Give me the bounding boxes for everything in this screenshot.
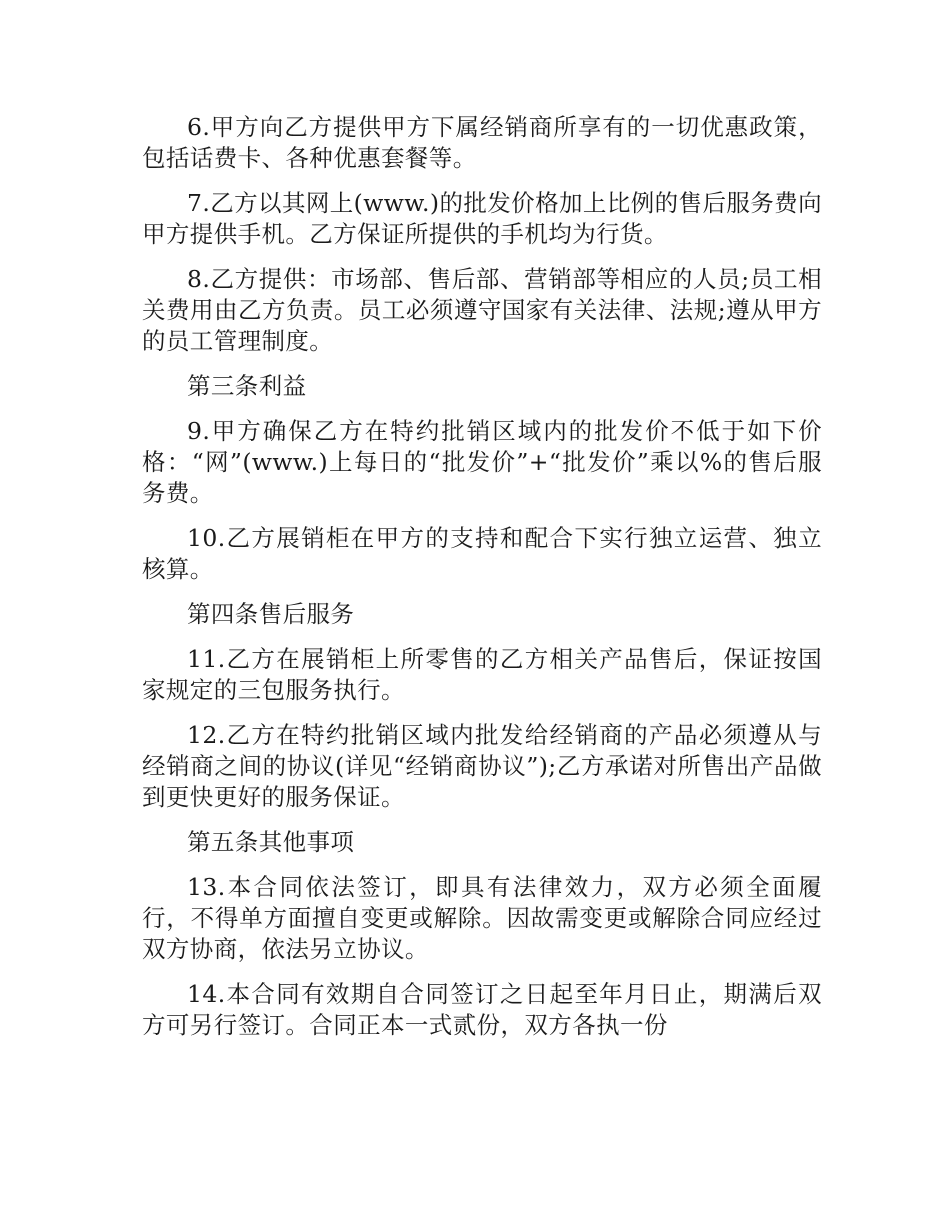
clause-14: 14.本合同有效期自合同签订之日起至年月日止，期满后双方可另行签订。合同正本一式贰份，双方各执一份 — [142, 980, 822, 1039]
clause-9: 9.甲方确保乙方在特约批销区域内的批发价不低于如下价格：“网”(www.)上每日的“批发价”+“批发价”乘以%的售后服务费。 — [142, 417, 822, 507]
section-heading-article-3: 第三条利益 — [187, 372, 307, 400]
document-page — [142, 112, 822, 1055]
clause-8: 8.乙方提供：市场部、售后部、营销部等相应的人员;员工相关费用由乙方负责。员工必须遵守国家有关法律、法规;遵从甲方的员工管理制度。 — [142, 265, 822, 355]
clause-12: 12.乙方在特约批销区域内批发给经销商的产品必须遵从与经销商之间的协议(详见“经销商协议”);乙方承诺对所售出产品做到更快更好的服务保证。 — [142, 721, 822, 811]
clause-6: 6.甲方向乙方提供甲方下属经销商所享有的一切优惠政策，包括话费卡、各种优惠套餐等。 — [142, 113, 822, 172]
section-heading-article-4: 第四条售后服务 — [187, 600, 355, 628]
clause-11: 11.乙方在展销柜上所零售的乙方相关产品售后，保证按国家规定的三包服务执行。 — [142, 645, 822, 704]
clause-13: 13.本合同依法签订，即具有法律效力，双方必须全面履行，不得单方面擅自变更或解除。因故需变更或解除合同应经过双方协商，依法另立协议。 — [142, 873, 822, 963]
section-heading-article-5: 第五条其他事项 — [187, 828, 355, 856]
clause-10: 10.乙方展销柜在甲方的支持和配合下实行独立运营、独立核算。 — [142, 524, 822, 583]
clause-7: 7.乙方以其网上(www.)的批发价格加上比例的售后服务费向甲方提供手机。乙方保证所提供的手机均为行货。 — [142, 189, 822, 248]
